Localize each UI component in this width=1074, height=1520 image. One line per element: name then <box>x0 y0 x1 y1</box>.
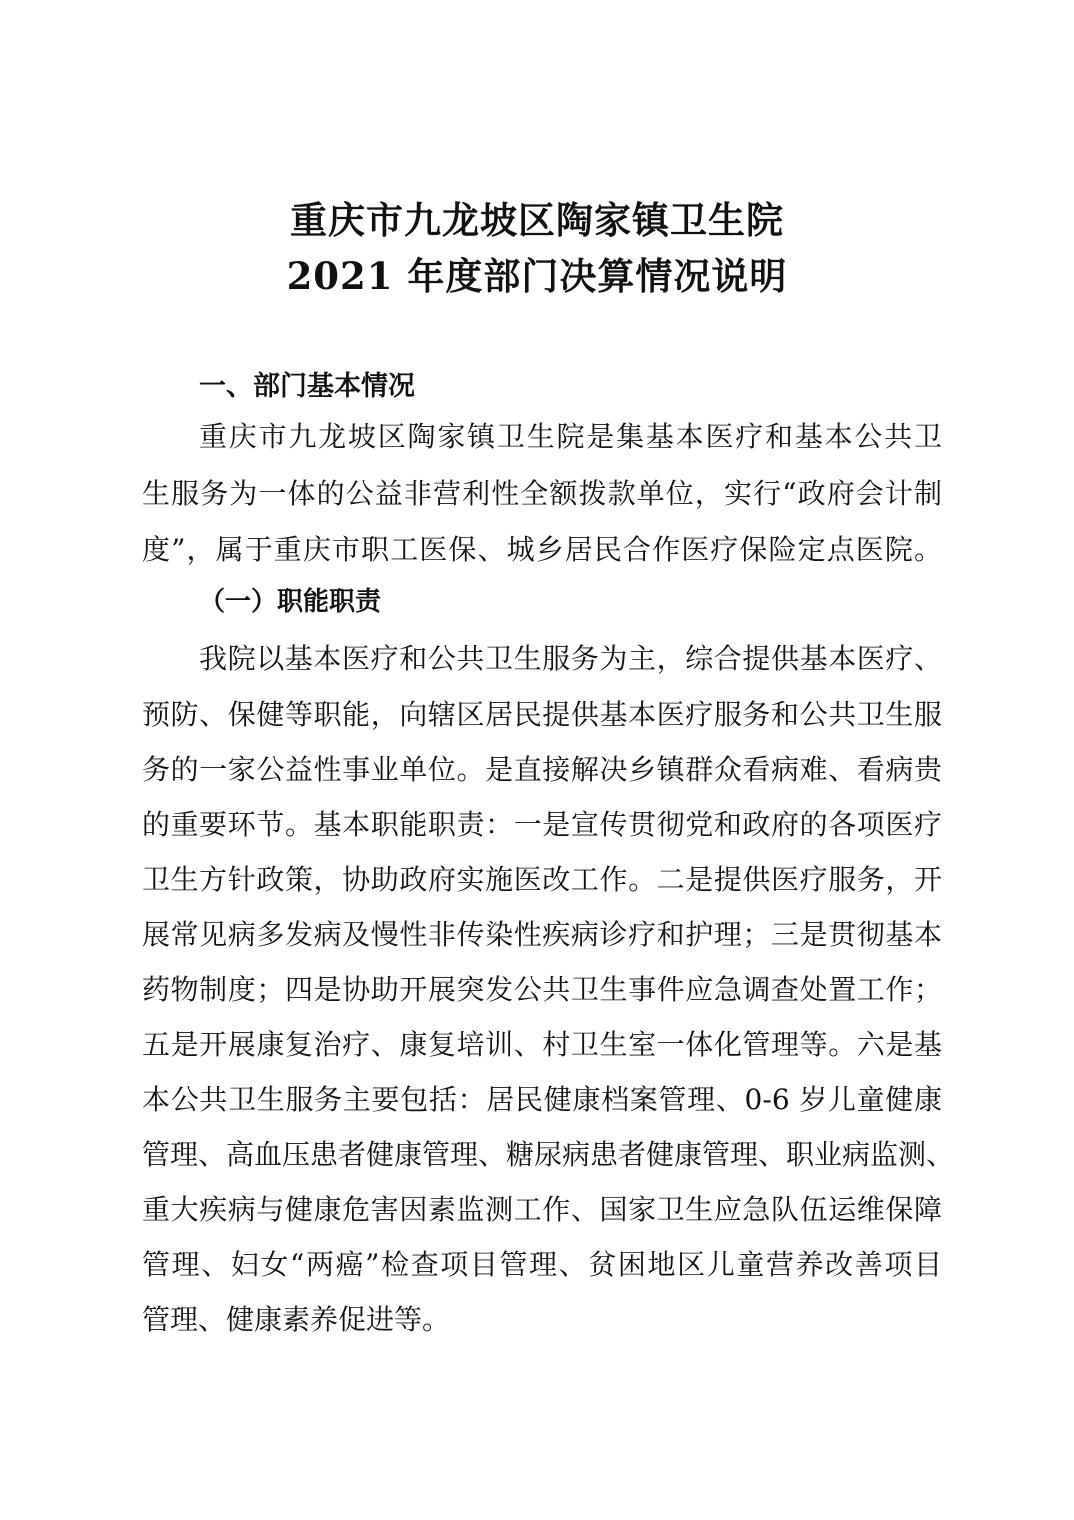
duties-paragraph-line: 展常见病多发病及慢性非传染性疾病诊疗和护理；三是贯彻基本 <box>142 918 942 951</box>
duties-paragraph-line: 管理、妇女“两癌”检查项目管理、贫困地区儿童营养改善项目 <box>142 1248 942 1281</box>
document-title-line-1: 重庆市九龙坡区陶家镇卫生院 <box>290 198 784 242</box>
duties-paragraph-line: 重大疾病与健康危害因素监测工作、国家卫生应急队伍运维保障 <box>142 1193 942 1226</box>
duties-paragraph-line: 务的一家公益性事业单位。是直接解决乡镇群众看病难、看病贵 <box>142 753 942 786</box>
intro-paragraph-line: 生服务为一体的公益非营利性全额拨款单位，实行“政府会计制 <box>142 477 942 510</box>
intro-paragraph-line: 重庆市九龙坡区陶家镇卫生院是集基本医疗和基本公共卫 <box>199 420 942 453</box>
document-title-line-2: 2021 年度部门决算情况说明 <box>286 254 788 298</box>
duties-paragraph-line: 我院以基本医疗和公共卫生服务为主，综合提供基本医疗、 <box>199 642 942 675</box>
duties-paragraph-line: 管理、健康素养促进等。 <box>142 1303 451 1336</box>
duties-paragraph-line: 药物制度；四是协助开展突发公共卫生事件应急调查处置工作； <box>142 973 942 1006</box>
duties-paragraph-line: 本公共卫生服务主要包括：居民健康档案管理、0-6 岁儿童健康 <box>142 1083 942 1116</box>
subsection-heading-duties: （一）职能职责 <box>199 587 382 617</box>
duties-paragraph-line: 卫生方针政策，协助政府实施医改工作。二是提供医疗服务，开 <box>142 863 942 896</box>
duties-paragraph-line: 的重要环节。基本职能职责：一是宣传贯彻党和政府的各项医疗 <box>142 808 942 841</box>
duties-paragraph-line: 五是开展康复治疗、康复培训、村卫生室一体化管理等。六是基 <box>142 1028 942 1061</box>
duties-paragraph-line: 管理、高血压患者健康管理、糖尿病患者健康管理、职业病监测、 <box>142 1138 955 1171</box>
section-heading-basic-info: 一、部门基本情况 <box>199 371 415 402</box>
duties-paragraph-line: 预防、保健等职能，向辖区居民提供基本医疗服务和公共卫生服 <box>142 698 942 731</box>
intro-paragraph-line: 度”，属于重庆市职工医保、城乡居民合作医疗保险定点医院。 <box>142 533 942 566</box>
